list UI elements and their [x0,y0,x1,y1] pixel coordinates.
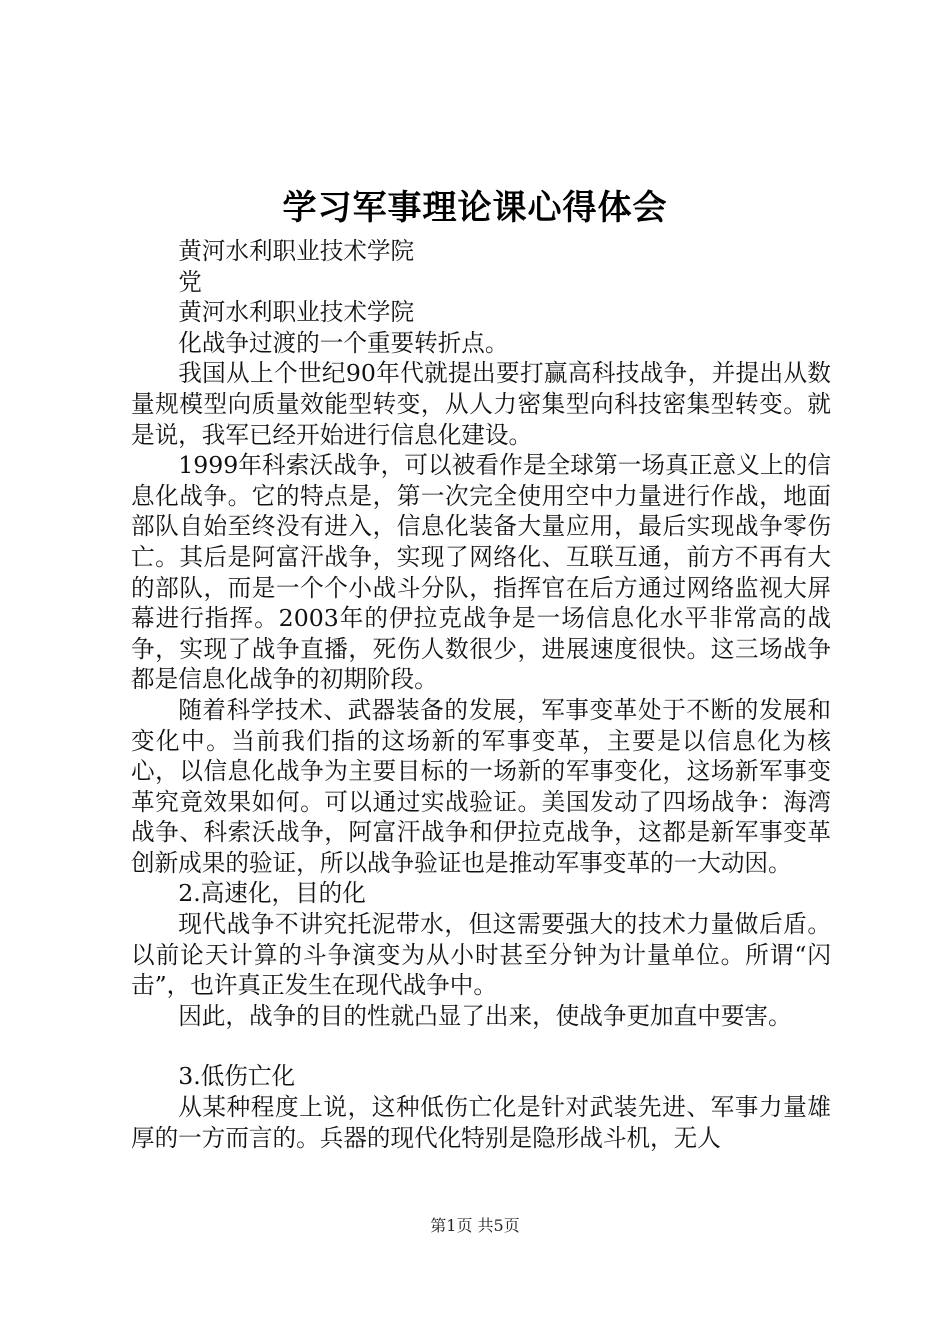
paragraph-2: 党 [178,267,202,296]
document-title: 学习军事理论课心得体会 [282,188,668,228]
paragraph-5: 我国从上个世纪90年代就提出要打赢高科技战争，并提出从数量规模型向质量效能型转变，从人力密集型向科技密集型转变。就是说，我军已经开始进行信息化建设。 [131,359,831,449]
paragraph-1: 黄河水利职业技术学院 [178,237,415,265]
paragraph-9: 因此，战争的目的性就凸显了出来，使战争更加直中要害。 [178,1001,792,1030]
paragraph-3: 黄河水利职业技术学院 [178,298,415,327]
paragraph-6: 1999年科索沃战争，可以被看作是全球第一场真正意义上的信息化战争。它的特点是，第一次完全使用空中力量进行作战，地面部队自始至终没有进入，信息化装备大量应用，最后实现战争零伤亡。其后是阿富汗战争，实现了网络化、互联互通，前方不再有大的部队，而是一个个小战斗分队，指挥官在后方通过网络监视大屏幕进行指挥。2003年的伊拉克战争是一场信息化水平非常高的战争，实现了战争直播，死伤人数很少，进展速度很快。这三场战争都是信息化战争的初期阶段。 [131,451,831,694]
paragraph-10: 从某种程度上说，这种低伤亡化是针对武装先进、军事力量雄厚的一方而言的。兵器的现代化特别是隐形战斗机，无人 [131,1093,831,1152]
section-heading-2: 2.高速化，目的化 [178,879,366,908]
paragraph-4: 化战争过渡的一个重要转折点。 [178,328,509,357]
paragraph-8: 现代战争不讲究托泥带水，但这需要强大的技术力量做后盾。以前论天计算的斗争演变为从小时甚至分钟为计量单位。所谓“闪击”，也许真正发生在现代战争中。 [131,910,831,1000]
paragraph-7: 随着科学技术、武器装备的发展，军事变革处于不断的发展和变化中。当前我们指的这场新的军事变革，主要是以信息化为核心，以信息化战争为主要目标的一场新的军事变化，这场新军事变革究竟效果如何。可以通过实战验证。美国发动了四场战争：海湾战争、科索沃战争，阿富汗战争和伊拉克战争，这都是新军事变革创新成果的验证，所以战争验证也是推动军事变革的一大动因。 [131,695,831,877]
document-body [131,236,831,1153]
page-footer: 第1页 共5页 [430,1216,520,1235]
section-heading-3: 3.低伤亡化 [178,1062,296,1091]
